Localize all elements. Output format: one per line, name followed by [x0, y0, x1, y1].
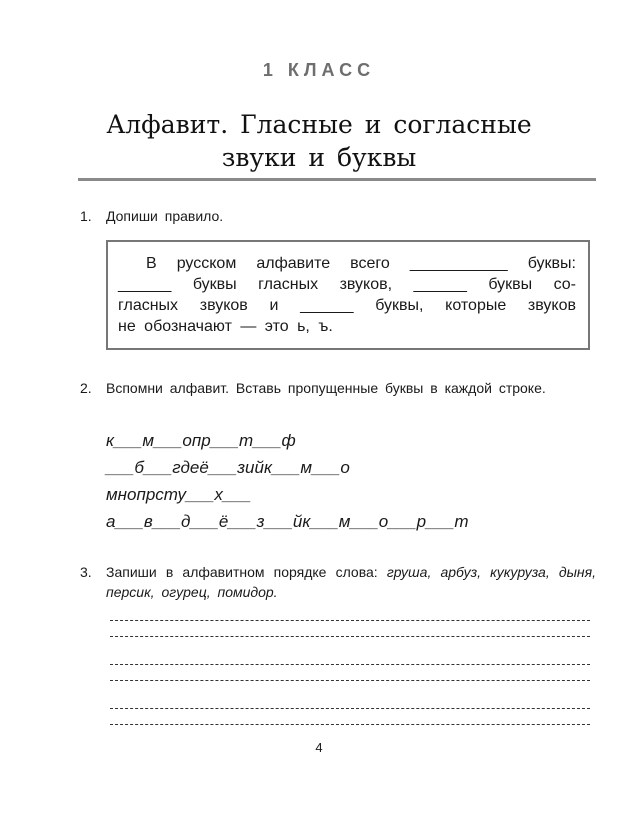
answer-line[interactable]: [110, 664, 590, 665]
page-number: 4: [315, 740, 323, 755]
page-title-line-2: звуки и буквы: [221, 143, 417, 172]
answer-line[interactable]: [110, 620, 590, 621]
rule-line[interactable]: В русском алфавите всего ___________ буквы:: [146, 255, 576, 272]
rule-line[interactable]: ______ буквы гласных звуков, ______ буквы со-: [118, 276, 576, 293]
alphabet-row[interactable]: мнопрсту___х___: [106, 485, 252, 504]
task-3-text: [80, 562, 596, 602]
answer-line[interactable]: [110, 724, 590, 725]
task-2-text: Вспомни алфавит. Вставь пропущенные буквы в каждой строке.: [106, 380, 546, 396]
alphabet-row[interactable]: к___м___опр___т___ф: [106, 431, 296, 450]
task-1-text: Допиши правило.: [106, 208, 224, 224]
grade-header: 1 КЛАСС: [262, 60, 376, 80]
task-3-number: 3.: [80, 564, 92, 580]
answer-line[interactable]: [110, 708, 590, 709]
alphabet-row[interactable]: ___б___гдеё___зийк___м___о: [106, 458, 350, 477]
title-divider: [78, 178, 596, 181]
rule-line[interactable]: не обозначают — это ь, ъ.: [118, 318, 333, 335]
answer-line[interactable]: [110, 636, 590, 637]
rule-box: [106, 240, 590, 350]
task-1: [80, 206, 596, 226]
answer-line[interactable]: [110, 680, 590, 681]
task-3-words: груша, арбуз, кукуруза, дыня, персик, огурец, помидор.: [106, 564, 596, 600]
page-title-line-1: Алфавит. Гласные и согласные: [106, 110, 532, 139]
task-1-number: 1.: [80, 208, 92, 224]
task-3: [80, 562, 596, 602]
task-2: [80, 378, 596, 398]
rule-line[interactable]: гласных звуков и ______ буквы, которые звуков: [118, 297, 576, 314]
alphabet-row[interactable]: а___в___д___ё___з___йк___м___о___р___т: [106, 512, 469, 531]
task-2-number: 2.: [80, 380, 92, 396]
page-title: [40, 108, 598, 174]
task-3-prefix: Запиши в алфавитном порядке слова:: [106, 564, 387, 580]
